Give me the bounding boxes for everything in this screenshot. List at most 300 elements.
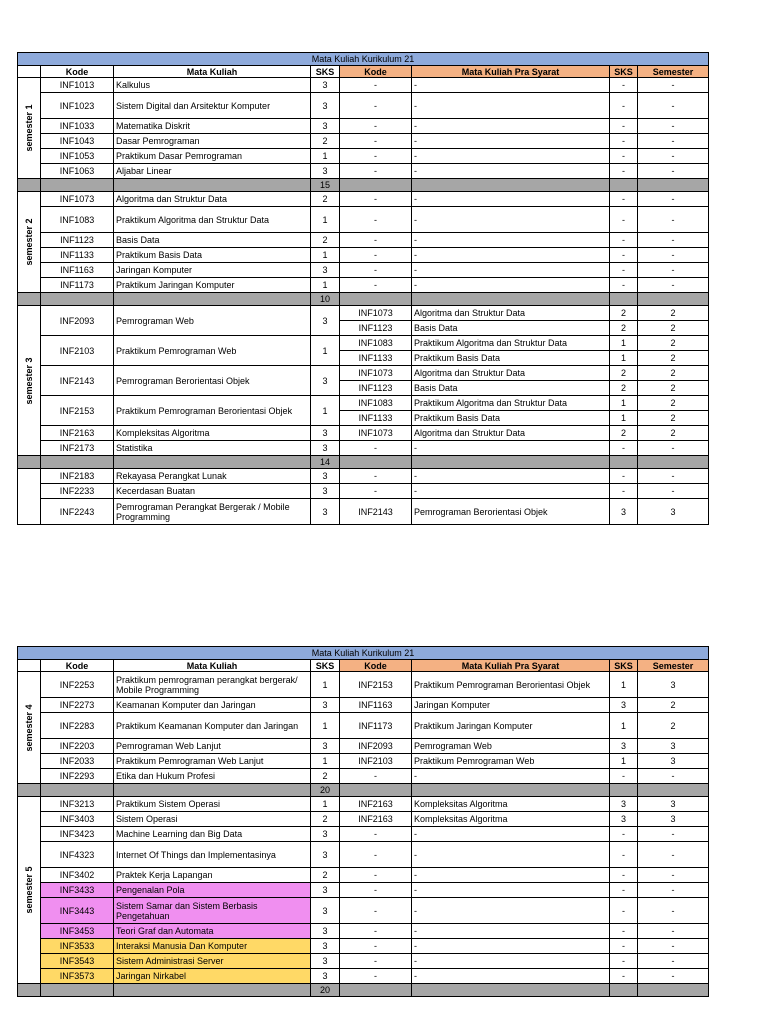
- prereq-name: Algoritma dan Struktur Data: [412, 426, 610, 441]
- prereq-name: Praktikum Jaringan Komputer: [412, 713, 610, 739]
- sks-total: 15: [311, 179, 340, 192]
- subtotal-blank: [638, 456, 709, 469]
- prereq-name: -: [412, 233, 610, 248]
- prereq-name: Kompleksitas Algoritma: [412, 812, 610, 827]
- prereq-sks: 2: [610, 366, 638, 381]
- semester-label: [18, 192, 41, 293]
- prereq-sks: -: [610, 149, 638, 164]
- subtotal-blank: [412, 984, 610, 997]
- column-header: Kode: [41, 66, 114, 78]
- prereq-sks: 2: [610, 321, 638, 336]
- prereq-semester: -: [638, 898, 709, 924]
- course-code: INF3213: [41, 797, 114, 812]
- prereq-code: -: [340, 134, 412, 149]
- semester-label: [18, 797, 41, 984]
- table-row: [18, 192, 709, 207]
- prereq-semester: -: [638, 441, 709, 456]
- prereq-name: -: [412, 868, 610, 883]
- prereq-semester: 2: [638, 411, 709, 426]
- course-sks: 3: [311, 939, 340, 954]
- prereq-code: -: [340, 484, 412, 499]
- subtotal-blank: [610, 456, 638, 469]
- prereq-code: -: [340, 78, 412, 93]
- prereq-code: INF1073: [340, 306, 412, 321]
- subtotal-blank: [41, 456, 114, 469]
- prereq-sks: -: [610, 78, 638, 93]
- course-name: Praktikum Pemrograman Web Lanjut: [114, 754, 311, 769]
- table-row: [18, 396, 709, 411]
- subtotal-row: [18, 456, 709, 469]
- prereq-semester: -: [638, 248, 709, 263]
- subtotal-blank: [412, 456, 610, 469]
- column-header: SKS: [610, 66, 638, 78]
- prereq-name: -: [412, 769, 610, 784]
- prereq-semester: 3: [638, 739, 709, 754]
- prereq-semester: -: [638, 868, 709, 883]
- subtotal-blank: [340, 179, 412, 192]
- table-row: [18, 939, 709, 954]
- prereq-name: Praktikum Basis Data: [412, 411, 610, 426]
- course-code: INF1163: [41, 263, 114, 278]
- course-name: Keamanan Komputer dan Jaringan: [114, 698, 311, 713]
- prereq-semester: -: [638, 78, 709, 93]
- course-name: Praktikum Jaringan Komputer: [114, 278, 311, 293]
- subtotal-blank: [610, 293, 638, 306]
- course-code: INF2273: [41, 698, 114, 713]
- sks-total: 10: [311, 293, 340, 306]
- prereq-name: -: [412, 134, 610, 149]
- prereq-name: -: [412, 484, 610, 499]
- subtotal-blank: [41, 293, 114, 306]
- semester-header: [18, 660, 41, 672]
- semester-label: [18, 78, 41, 179]
- table-title-row: [18, 647, 709, 660]
- course-name: Internet Of Things dan Implementasinya: [114, 842, 311, 868]
- subtotal-blank: [114, 984, 311, 997]
- semester-label: [18, 306, 41, 456]
- prereq-sks: -: [610, 939, 638, 954]
- table-row: [18, 827, 709, 842]
- column-header: Mata Kuliah: [114, 66, 311, 78]
- prereq-code: INF2163: [340, 812, 412, 827]
- prereq-semester: -: [638, 119, 709, 134]
- prereq-semester: 3: [638, 499, 709, 525]
- course-code: INF3543: [41, 954, 114, 969]
- prereq-sks: -: [610, 119, 638, 134]
- course-code: INF1013: [41, 78, 114, 93]
- course-name: Kecerdasan Buatan: [114, 484, 311, 499]
- prereq-sks: 2: [610, 306, 638, 321]
- prereq-code: INF1133: [340, 411, 412, 426]
- course-code: INF3403: [41, 812, 114, 827]
- prereq-code: INF1123: [340, 381, 412, 396]
- table-row: [18, 78, 709, 93]
- prereq-semester: 2: [638, 321, 709, 336]
- prereq-name: Basis Data: [412, 381, 610, 396]
- semester-label: [18, 672, 41, 784]
- prereq-sks: 1: [610, 336, 638, 351]
- subtotal-blank: [340, 456, 412, 469]
- prereq-name: -: [412, 469, 610, 484]
- course-sks: 2: [311, 192, 340, 207]
- prereq-semester: 3: [638, 812, 709, 827]
- subtotal-blank: [18, 456, 41, 469]
- course-code: INF1063: [41, 164, 114, 179]
- prereq-sks: -: [610, 233, 638, 248]
- prereq-code: -: [340, 164, 412, 179]
- table-row: [18, 898, 709, 924]
- course-name: Praktikum Pemrograman Berorientasi Objek: [114, 396, 311, 426]
- prereq-name: Praktikum Pemrograman Berorientasi Objek: [412, 672, 610, 698]
- prereq-code: INF1073: [340, 426, 412, 441]
- table-row: [18, 336, 709, 351]
- prereq-code: INF2143: [340, 499, 412, 525]
- prereq-semester: -: [638, 469, 709, 484]
- prereq-sks: -: [610, 924, 638, 939]
- course-sks: 1: [311, 278, 340, 293]
- table-row: [18, 164, 709, 179]
- prereq-semester: -: [638, 883, 709, 898]
- subtotal-blank: [340, 984, 412, 997]
- prereq-code: INF1163: [340, 698, 412, 713]
- prereq-semester: 2: [638, 426, 709, 441]
- prereq-name: Jaringan Komputer: [412, 698, 610, 713]
- prereq-code: -: [340, 924, 412, 939]
- subtotal-blank: [41, 784, 114, 797]
- prereq-name: Algoritma dan Struktur Data: [412, 306, 610, 321]
- course-name: Rekayasa Perangkat Lunak: [114, 469, 311, 484]
- course-sks: 3: [311, 969, 340, 984]
- column-header: Kode: [340, 66, 412, 78]
- course-name: Dasar Pemrograman: [114, 134, 311, 149]
- course-name: Machine Learning dan Big Data: [114, 827, 311, 842]
- prereq-name: -: [412, 248, 610, 263]
- course-sks: 2: [311, 134, 340, 149]
- prereq-sks: -: [610, 868, 638, 883]
- prereq-code: -: [340, 93, 412, 119]
- prereq-sks: -: [610, 969, 638, 984]
- course-code: INF2143: [41, 366, 114, 396]
- course-sks: 3: [311, 739, 340, 754]
- prereq-sks: 3: [610, 797, 638, 812]
- prereq-semester: -: [638, 969, 709, 984]
- subtotal-blank: [18, 179, 41, 192]
- prereq-sks: 3: [610, 739, 638, 754]
- prereq-sks: -: [610, 192, 638, 207]
- course-sks: 1: [311, 336, 340, 366]
- course-sks: 3: [311, 426, 340, 441]
- prereq-code: INF1083: [340, 336, 412, 351]
- course-code: INF2253: [41, 672, 114, 698]
- course-sks: 2: [311, 812, 340, 827]
- course-code: INF3453: [41, 924, 114, 939]
- course-code: INF3423: [41, 827, 114, 842]
- prereq-semester: -: [638, 93, 709, 119]
- subtotal-row: [18, 984, 709, 997]
- semester-label-text: semester 2: [24, 218, 34, 266]
- course-name: Basis Data: [114, 233, 311, 248]
- prereq-sks: -: [610, 469, 638, 484]
- subtotal-blank: [114, 456, 311, 469]
- prereq-name: -: [412, 924, 610, 939]
- subtotal-blank: [638, 179, 709, 192]
- prereq-semester: 2: [638, 306, 709, 321]
- table-row: [18, 93, 709, 119]
- course-code: INF1043: [41, 134, 114, 149]
- semester-header: [18, 66, 41, 78]
- table-title-row: [18, 53, 709, 66]
- course-name: Pemrograman Berorientasi Objek: [114, 366, 311, 396]
- course-sks: 3: [311, 441, 340, 456]
- course-sks: 3: [311, 164, 340, 179]
- prereq-sks: -: [610, 769, 638, 784]
- subtotal-blank: [114, 784, 311, 797]
- course-sks: 2: [311, 868, 340, 883]
- prereq-sks: -: [610, 954, 638, 969]
- table-row: [18, 672, 709, 698]
- prereq-code: -: [340, 149, 412, 164]
- subtotal-blank: [638, 784, 709, 797]
- prereq-code: -: [340, 441, 412, 456]
- prereq-code: INF1133: [340, 351, 412, 366]
- prereq-semester: -: [638, 924, 709, 939]
- prereq-name: -: [412, 827, 610, 842]
- table-row: [18, 739, 709, 754]
- prereq-semester: 2: [638, 396, 709, 411]
- course-name: Sistem Digital dan Arsitektur Komputer: [114, 93, 311, 119]
- prereq-sks: -: [610, 827, 638, 842]
- course-sks: 3: [311, 306, 340, 336]
- table-row: [18, 248, 709, 263]
- course-code: INF1123: [41, 233, 114, 248]
- course-code: INF3573: [41, 969, 114, 984]
- sks-total: 20: [311, 984, 340, 997]
- subtotal-blank: [340, 784, 412, 797]
- prereq-code: INF1173: [340, 713, 412, 739]
- table-row: [18, 797, 709, 812]
- course-code: INF2183: [41, 469, 114, 484]
- prereq-sks: 1: [610, 351, 638, 366]
- table-row: [18, 306, 709, 321]
- subtotal-row: [18, 179, 709, 192]
- table-row: [18, 698, 709, 713]
- prereq-semester: 2: [638, 351, 709, 366]
- course-name: Pemrograman Perangkat Bergerak / Mobile Programming: [114, 499, 311, 525]
- prereq-sks: -: [610, 134, 638, 149]
- subtotal-blank: [41, 984, 114, 997]
- prereq-semester: 3: [638, 754, 709, 769]
- prereq-sks: -: [610, 248, 638, 263]
- course-code: INF2203: [41, 739, 114, 754]
- prereq-name: -: [412, 954, 610, 969]
- prereq-semester: -: [638, 939, 709, 954]
- subtotal-blank: [412, 179, 610, 192]
- subtotal-row: [18, 293, 709, 306]
- course-sks: 1: [311, 396, 340, 426]
- course-sks: 3: [311, 499, 340, 525]
- prereq-code: -: [340, 192, 412, 207]
- semester-label-text: semester 5: [24, 866, 34, 914]
- subtotal-blank: [412, 784, 610, 797]
- prereq-code: -: [340, 119, 412, 134]
- prereq-semester: 3: [638, 797, 709, 812]
- column-header: SKS: [311, 66, 340, 78]
- sks-total: 20: [311, 784, 340, 797]
- column-header: Kode: [340, 660, 412, 672]
- prereq-code: INF1083: [340, 396, 412, 411]
- prereq-name: Basis Data: [412, 321, 610, 336]
- course-code: INF2243: [41, 499, 114, 525]
- prereq-semester: 2: [638, 366, 709, 381]
- prereq-code: INF2103: [340, 754, 412, 769]
- course-name: Sistem Operasi: [114, 812, 311, 827]
- prereq-semester: -: [638, 842, 709, 868]
- column-header: SKS: [610, 660, 638, 672]
- prereq-code: -: [340, 898, 412, 924]
- prereq-sks: 1: [610, 411, 638, 426]
- column-header: SKS: [311, 660, 340, 672]
- table-row: [18, 263, 709, 278]
- prereq-semester: -: [638, 263, 709, 278]
- course-sks: 1: [311, 672, 340, 698]
- prereq-code: -: [340, 207, 412, 233]
- prereq-semester: -: [638, 827, 709, 842]
- prereq-code: -: [340, 954, 412, 969]
- prereq-sks: 1: [610, 396, 638, 411]
- prereq-code: -: [340, 278, 412, 293]
- prereq-name: Kompleksitas Algoritma: [412, 797, 610, 812]
- prereq-semester: -: [638, 954, 709, 969]
- prereq-name: -: [412, 78, 610, 93]
- prereq-semester: -: [638, 278, 709, 293]
- course-sks: 3: [311, 469, 340, 484]
- prereq-code: -: [340, 769, 412, 784]
- course-sks: 3: [311, 898, 340, 924]
- course-name: Matematika Diskrit: [114, 119, 311, 134]
- course-code: INF1053: [41, 149, 114, 164]
- course-code: INF2103: [41, 336, 114, 366]
- course-sks: 3: [311, 924, 340, 939]
- course-name: Praktikum Sistem Operasi: [114, 797, 311, 812]
- course-code: INF2163: [41, 426, 114, 441]
- course-name: Praktikum pemrograman perangkat bergerak/ Mobile Programming: [114, 672, 311, 698]
- prereq-code: -: [340, 969, 412, 984]
- table-row: [18, 954, 709, 969]
- prereq-semester: 2: [638, 381, 709, 396]
- subtotal-blank: [114, 293, 311, 306]
- prereq-semester: -: [638, 207, 709, 233]
- prereq-semester: -: [638, 233, 709, 248]
- subtotal-blank: [18, 784, 41, 797]
- course-name: Praktikum Keamanan Komputer dan Jaringan: [114, 713, 311, 739]
- table-row: [18, 278, 709, 293]
- prereq-name: -: [412, 883, 610, 898]
- column-header: Mata Kuliah: [114, 660, 311, 672]
- prereq-sks: 1: [610, 672, 638, 698]
- prereq-code: INF1073: [340, 366, 412, 381]
- course-name: Pemrograman Web Lanjut: [114, 739, 311, 754]
- prereq-sks: -: [610, 278, 638, 293]
- course-name: Aljabar Linear: [114, 164, 311, 179]
- prereq-name: Praktikum Pemrograman Web: [412, 754, 610, 769]
- course-code: INF1023: [41, 93, 114, 119]
- subtotal-row: [18, 784, 709, 797]
- course-sks: 1: [311, 149, 340, 164]
- course-name: Algoritma dan Struktur Data: [114, 192, 311, 207]
- course-code: INF3402: [41, 868, 114, 883]
- prereq-sks: -: [610, 898, 638, 924]
- prereq-name: -: [412, 164, 610, 179]
- subtotal-blank: [610, 179, 638, 192]
- course-name: Kalkulus: [114, 78, 311, 93]
- course-sks: 1: [311, 248, 340, 263]
- course-sks: 3: [311, 954, 340, 969]
- table-row: [18, 499, 709, 525]
- subtotal-blank: [412, 293, 610, 306]
- course-sks: 2: [311, 233, 340, 248]
- course-name: Praktikum Pemrograman Web: [114, 336, 311, 366]
- prereq-sks: 2: [610, 381, 638, 396]
- prereq-name: -: [412, 263, 610, 278]
- prereq-code: INF2093: [340, 739, 412, 754]
- course-code: INF3443: [41, 898, 114, 924]
- column-header: Mata Kuliah Pra Syarat: [412, 66, 610, 78]
- course-name: Etika dan Hukum Profesi: [114, 769, 311, 784]
- course-sks: 3: [311, 883, 340, 898]
- prereq-name: Praktikum Algoritma dan Struktur Data: [412, 336, 610, 351]
- course-name: Praktikum Algoritma dan Struktur Data: [114, 207, 311, 233]
- curriculum-table-1: [17, 52, 709, 525]
- prereq-name: Praktikum Algoritma dan Struktur Data: [412, 396, 610, 411]
- prereq-code: -: [340, 233, 412, 248]
- course-name: Pemrograman Web: [114, 306, 311, 336]
- prereq-name: -: [412, 898, 610, 924]
- course-code: INF1073: [41, 192, 114, 207]
- prereq-semester: 3: [638, 672, 709, 698]
- prereq-sks: 3: [610, 698, 638, 713]
- subtotal-blank: [18, 293, 41, 306]
- table-row: [18, 233, 709, 248]
- course-sks: 3: [311, 842, 340, 868]
- course-sks: 3: [311, 698, 340, 713]
- prereq-sks: -: [610, 93, 638, 119]
- course-code: INF2293: [41, 769, 114, 784]
- column-header: Kode: [41, 660, 114, 672]
- course-name: Jaringan Komputer: [114, 263, 311, 278]
- prereq-semester: -: [638, 769, 709, 784]
- prereq-name: Praktikum Basis Data: [412, 351, 610, 366]
- prereq-code: -: [340, 842, 412, 868]
- prereq-sks: 1: [610, 713, 638, 739]
- course-name: Kompleksitas Algoritma: [114, 426, 311, 441]
- prereq-sks: -: [610, 842, 638, 868]
- prereq-semester: -: [638, 192, 709, 207]
- sks-total: 14: [311, 456, 340, 469]
- prereq-code: -: [340, 469, 412, 484]
- table-row: [18, 119, 709, 134]
- subtotal-blank: [610, 784, 638, 797]
- table-row: [18, 969, 709, 984]
- prereq-name: -: [412, 278, 610, 293]
- prereq-code: -: [340, 263, 412, 278]
- column-header: Semester: [638, 660, 709, 672]
- course-code: INF1033: [41, 119, 114, 134]
- subtotal-blank: [41, 179, 114, 192]
- prereq-semester: -: [638, 134, 709, 149]
- course-sks: 1: [311, 207, 340, 233]
- subtotal-blank: [638, 984, 709, 997]
- prereq-semester: -: [638, 484, 709, 499]
